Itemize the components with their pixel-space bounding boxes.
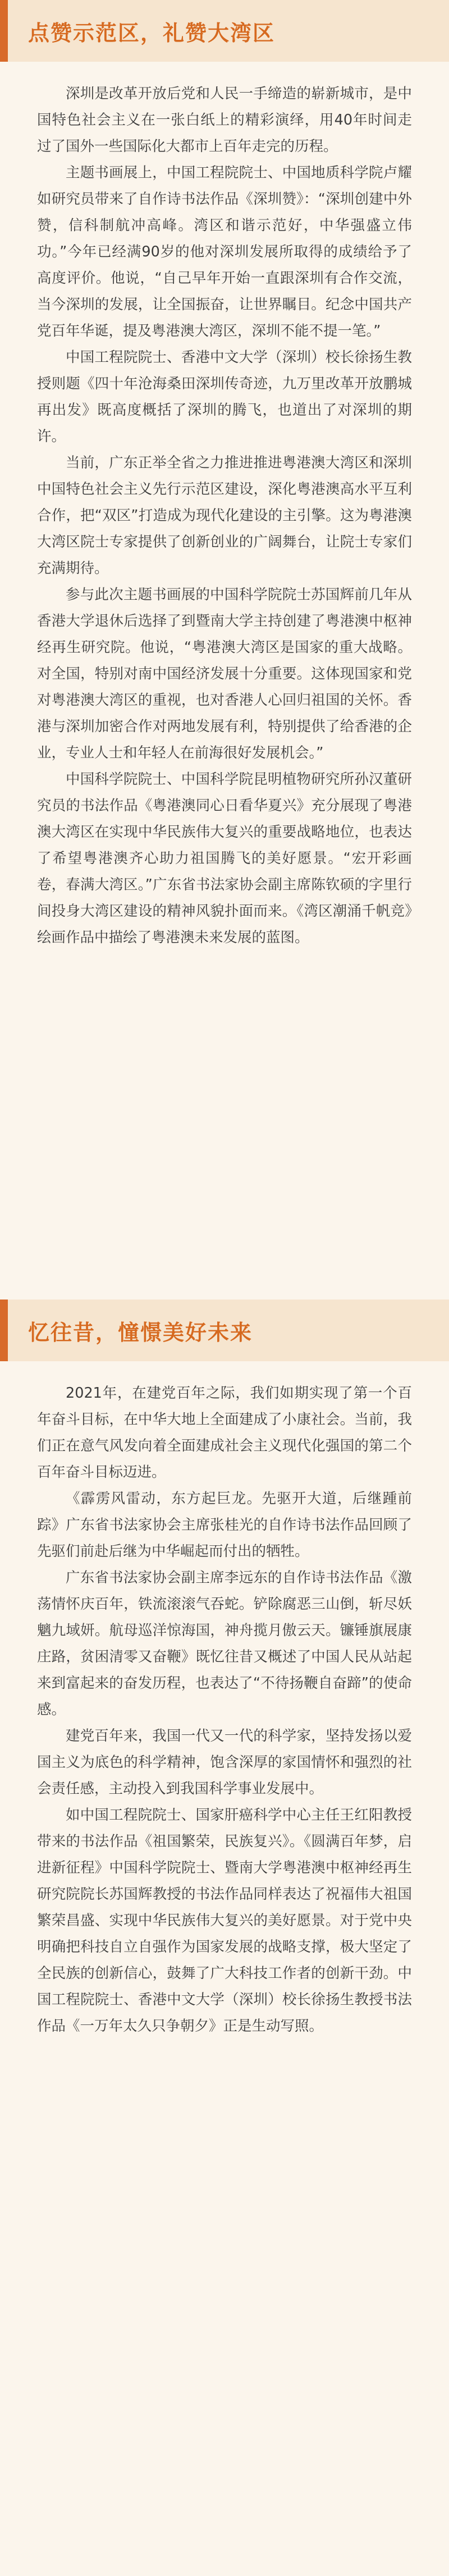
header-accent-bar — [0, 0, 8, 62]
paragraph: 如中国工程院院士、国家肝癌科学中心主任王红阳教授带来的书法作品《祖国繁荣，民族复兴》。《圆满百年梦，启进新征程》中国科学院院士、暨南大学粤港澳中枢神经再生研究院院长苏国辉教授的书法作品同样表达了祝福伟大祖国繁荣昌盛、实现中华民族伟大复兴的美好愿景。对于党中央明确把科技自立自强作为国家发展的战略支撑，极大坚定了全民族的创新信心，鼓舞了广大科技工作者的创新干劲。中国工程院院士、香港中文大学（深圳）校长徐扬生教授书法作品《一万年太久只争朝夕》正是生动写照。 — [37, 1807, 412, 2035]
paragraph: 中国科学院院士、中国科学院昆明植物研究所孙汉董研究员的书法作品《粤港澳同心日看华夏兴》充分展现了粤港澳大湾区在实现中华民族伟大复兴的重要战略地位，也表达了希望粤港澳齐心助力祖国腾飞的美好愿景。“宏开彩画卷，春满大湾区。”广东省书法家协会副主席陈钦硕的字里行间投身大湾区建设的精神风貌扑面而来。《湾区潮涌千帆竞》绘画作品中描绘了粤港澳未来发展的蓝图。 — [37, 771, 412, 946]
paragraph: 建党百年来，我国一代又一代的科学家，坚持发扬以爱国主义为底色的科学精神，饱含深厚的家国情怀和强烈的社会责任感，主动投入到我国科学事业发展中。 — [37, 1728, 412, 1797]
section-praise-demonstration-zone — [0, 0, 449, 1275]
paragraph: 2021年，在建党百年之际，我们如期实现了第一个百年奋斗目标，在中华大地上全面建成了小康社会。当前，我们正在意气风发向着全面建成社会主义现代化强国的第二个百年奋斗目标迈进。 — [37, 1385, 412, 1481]
section-recall-past — [0, 1300, 449, 2576]
section-header — [0, 0, 449, 62]
paragraph: 深圳是改革开放后党和人民一手缔造的崭新城市，是中国特色社会主义在一张白纸上的精彩演绎，用40年时间走过了国外一些国际化大都市上百年走完的历程。 — [37, 85, 412, 155]
paragraph: 当前，广东正举全省之力推进推进粤港澳大湾区和深圳中国特色社会主义先行示范区建设，深化粤港澳高水平互利合作，把“双区”打造成为现代化建设的主引擎。这为粤港澳大湾区院士专家提供了创新创业的广阔舞台，让院士专家们充满期待。 — [37, 454, 412, 577]
paragraph: 《霹雳风雷动，东方起巨龙。先驱开大道，后继踵前踪》广东省书法家协会主席张桂光的自作诗书法作品回顾了先驱们前赴后继为中华崛起而付出的牺牲。 — [37, 1490, 412, 1560]
header-accent-bar — [0, 1300, 8, 1361]
section-spacer — [0, 1275, 449, 1300]
section-header — [0, 1300, 449, 1361]
section-title: 点赞示范区，礼赞大湾区 — [28, 20, 276, 45]
section-title: 忆往昔，憧憬美好未来 — [28, 1320, 253, 1345]
section-body — [0, 1361, 449, 2062]
section-body — [0, 62, 449, 974]
paragraph: 参与此次主题书画展的中国科学院院士苏国辉前几年从香港大学退休后选择了到暨南大学主持创建了粤港澳中枢神经再生研究院。他说，“粤港澳大湾区是国家的重大战略。对全国，特别对南中国经济发展十分重要。这体现国家和党对粤港澳大湾区的重视，也对香港人心回归祖国的关怀。香港与深圳加密合作对两地发展有利，特别提供了给香港的企业，专业人士和年轻人在前海很好发展机会。” — [37, 586, 412, 761]
paragraph: 中国工程院院士、香港中文大学（深圳）校长徐扬生教授则题《四十年沧海桑田深圳传奇迹，九万里改革开放鹏城再出发》既高度概括了深圳的腾飞，也道出了对深圳的期许。 — [37, 349, 412, 445]
paragraph: 主题书画展上，中国工程院院士、中国地质科学院卢耀如研究员带来了自作诗书法作品《深圳赞》：“深圳创建中外赞，信科制航冲高峰。湾区和谐示范好，中华强盛立伟功。”今年已经满90岁的他对深圳发展所取得的成绩给予了高度评价。他说，“自己早年开始一直跟深圳有合作交流，当今深圳的发展，让全国振奋，让世界瞩目。纪念中国共产党百年华诞，提及粤港澳大湾区，深圳不能不提一笔。” — [37, 164, 412, 339]
paragraph: 广东省书法家协会副主席李远东的自作诗书法作品《激荡情怀庆百年，铁流滚滚气吞蛇。铲除腐恶三山倒，斩尽妖魑九域妍。航母巡洋惊海国，神舟揽月傲云天。镰锤旗展康庄路，贫困清零又奋鞭》既忆往昔又概述了中国人民从站起来到富起来的奋发历程，也表达了“不待扬鞭自奋蹄”的使命感。 — [37, 1569, 412, 1718]
